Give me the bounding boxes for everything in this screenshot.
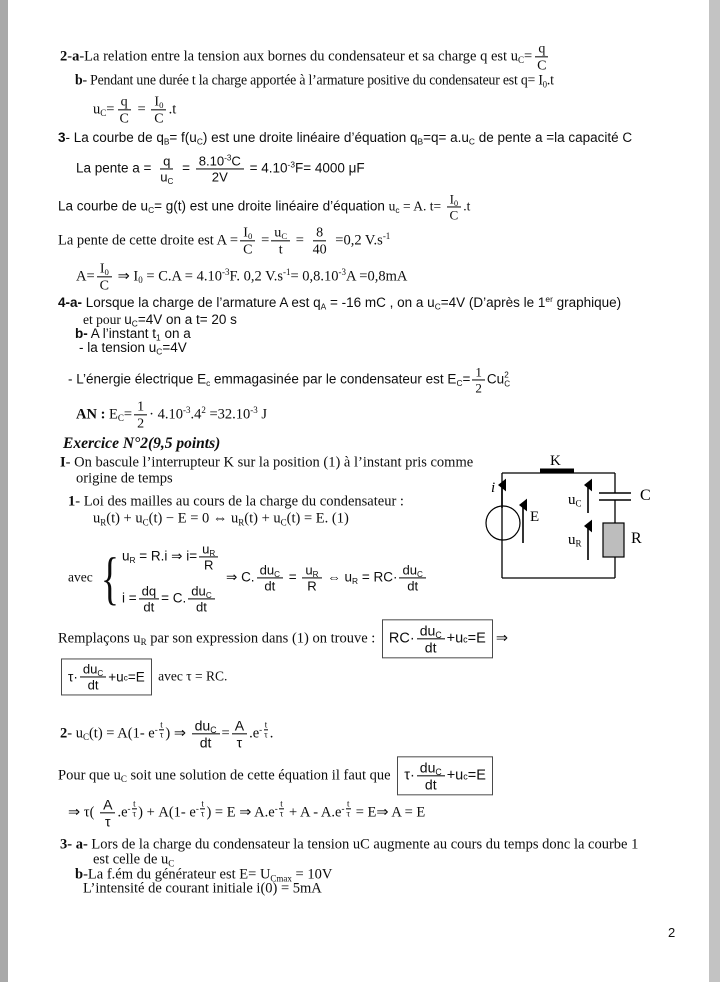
resistor-label: R (631, 530, 642, 547)
line-maille-eq: $u_R(t) + u_C(t) - E = 0$ ⇔ $u_R(t) + u_C(t) = E$. (1) (93, 510, 349, 528)
line-an: AN : $E_C=$ $\frac{1}{2}$ · $4.10^{-3}.4^2 =32.10^{-3}$ J (76, 398, 268, 432)
line-remplacons: Remplaçons $u_R$ par son expression dans (1) on trouve : RC· $\frac{du_C}{dt}$ +u c =E ⇒ (58, 619, 508, 658)
line-et-pour: et pour $u_C=4V$ on a t= 20 s (83, 312, 237, 329)
line-1-loi-mailles: 1- Loi des mailles au cours de la charge du condensateur : (68, 493, 404, 510)
line-pente-droite: La pente de cette droite est A = $\frac{I_0}{C}$ = $\frac{u_C}{t}$ = $\frac{8}{40}$ =0,2 $V.s^{-1}$ (58, 224, 391, 258)
circuit-wires (502, 473, 615, 578)
line-avec-systeme: avec { $u_R = R.i$ ⇒ i= $\frac{u_R}{R}$ i = $\frac{dq}{dt}$ = C. $\frac{du_C}{dt}$ ⇒ C. $\frac{du_C}{dt}$ = $\frac{u_R}{R}$ ⇔ $u_R = RC\cdot$ $\frac{du_C}{dt}$ (68, 541, 428, 614)
rc-circuit-diagram (480, 452, 665, 592)
line-pour-que: Pour que $u_C$ soit une solution de cette équation il faut que τ· $\frac{du_C}{dt}$ +u c =E (58, 756, 496, 795)
page-number: 2 (668, 925, 676, 940)
line-3-courbe-qb: 3- La courbe de $q_B= f(u_C)$ est une droite linéaire d’équation $q_B=q= a.u_C$ de pente a =la capacité C (58, 130, 633, 147)
line-3b-fem: b-La f.ém du générateur est $E= U_{Cmax} = 10V$ (75, 866, 333, 884)
switch-label: K (550, 453, 561, 469)
emf-label: E (530, 509, 540, 525)
line-developpement: ⇒ τ( $\frac{A}{\tau}$ $.e^{- \frac{t}{\tau}}$ ) + A(1- $e^{- \frac{t}{\tau}}$ ) = E ⇒ $A.e^{- \frac{t}{\tau}}$ + A - $A.e^{- \frac{t}{\tau}}$ = E⇒ A = E (68, 796, 426, 830)
line-4a-lorsque: 4-a- Lorsque la charge de l’armature A est $q_A = -16$ mC , on a $u_C=4V$ (D’après le 1er graphique) (58, 294, 622, 312)
line-courbe-uc: La courbe de $u_C= g(t)$ est une droite linéaire d’équation $u_c = A$. t= $\frac{I_0}{C}$ .t (58, 191, 471, 223)
right-gutter (709, 0, 720, 982)
ur-label: $u_R$ (568, 532, 582, 549)
left-gutter (0, 0, 8, 982)
line-est-celle: est celle de $u_C$ (93, 851, 175, 869)
line-uc-eq: $u_C=$ $\frac{q}{C}$ = $\frac{I_0}{C}$ .t (93, 93, 177, 127)
line-pente-a: La pente a = $\frac{q}{u_C}$ = $\frac{8.10^{-3}C}{2V}$ = $4.10^{-3}F= 4000$ μF (76, 153, 365, 186)
line-origine: origine de temps (76, 470, 173, 487)
capacitor-label: C (640, 487, 651, 504)
line-2a-relation: 2-a-La relation entre la tension aux bornes du condensateur et sa charge q est $u_C=$ $\frac{q}{C}$ (60, 40, 547, 74)
circuit-drawing (480, 452, 665, 592)
line-I-bascule: I- On bascule l’interrupteur K sur la position (1) à l’instant pris comme (60, 454, 474, 471)
line-exercice-2-title: Exercice N°2(9,5 points) (63, 435, 221, 453)
line-energie: - L’énergie électrique $E_c$ emmagasinée par le condensateur est $E_C=$ $\frac{1}{2}$ Cu 2 C (68, 364, 511, 396)
line-a-i0: A= $\frac{I_0}{C}$ ⇒ $I_0 = C.A = 4.10^{-3}F$. 0,2 $V.s^{-1}= 0,8.10^{-3}A =0,8mA$ (76, 260, 408, 294)
line-2-solution: 2- $u_C(t) = A(1-$ $e^{- \frac{t}{\tau}}$ ) ⇒ $\frac{du_C}{dt}$ = $\frac{A}{\tau}$ $.e^{- \frac{t}{\tau}}$ . (60, 717, 274, 751)
line-3a-lors: 3- a- Lors de la charge du condensateur la tension uC augmente au cours du temps donc la courbe 1 (60, 836, 639, 853)
uc-label: $u_C$ (568, 492, 582, 509)
line-intensite: L’intensité de courant initiale i(0) = 5mA (83, 880, 322, 897)
current-label: i (491, 480, 496, 496)
line-tau-box: τ· $\frac{du_C}{dt}$ +u c =E avec τ = RC. (58, 658, 227, 695)
line-tension: - la tension $u_C=4V$ (79, 340, 187, 357)
capacitor-plates (599, 493, 631, 500)
line-2b-pendant: b- Pendant une durée t la charge apportée à l’armature positive du condensateur est $q= I_0.t$ (75, 72, 554, 90)
line-4b-instant: b- A l’instant $t_1$ on a (75, 326, 191, 343)
generator-symbol (486, 506, 520, 540)
resistor-body (603, 523, 624, 557)
